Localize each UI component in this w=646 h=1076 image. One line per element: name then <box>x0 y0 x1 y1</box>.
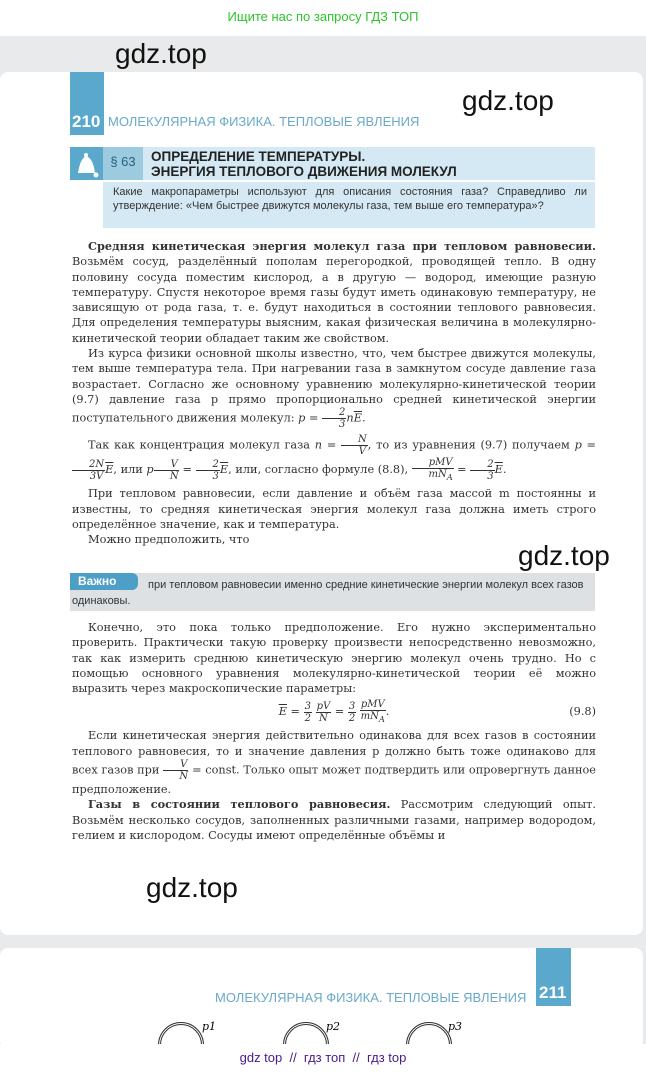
search-banner[interactable]: Ищите нас по запросу ГДЗ ТОП <box>0 0 646 36</box>
page-number-211: 211 <box>536 948 571 1006</box>
watermark: gdz.top <box>146 872 238 903</box>
equation-9-8: $\overline{E}$ = $\frac{3}{2}$ $\frac{pV}{N}$ = $\frac{3}{2}$ pMV $mN_A$ . (9.8) <box>278 699 596 725</box>
body-text-2: Конечно, это пока только предположение. Его нужно экспериментально проверить. Практически такую проверку произвести непосредственно невозможно, так как измерить среднюю кинетическую энергию молекул очень трудно. Но с помощью основного уравнения молекулярно-кинетической теории её можно выразить через макроскопические параметры: $\overline{E}$ = $\frac{3}{2}$ $\frac{pV}{N}$ = $\frac{3}{2}$ pMV $mN_A$ . (9.8) Если кинетическая энергия действительно одинакова для всех газов в состоянии теплового равновесия, то и значение давления p должно быть тоже одинаково для всех газов при $\frac{V}{N}$ = const. Только опыт может подтвердить или опровергнуть данное предположение. Газы в состоянии теплового равновесия. Рассмотрим следующий опыт. Возьмём несколько сосудов, заполненных различными газами, например водородом, гелием и кислородом. Сосуды имеют определённые объёмы и <box>72 621 596 842</box>
gauge-label: p2 <box>326 1020 341 1033</box>
body-text-1: Средняя кинетическая энергия молекул газа при тепловом равновесии. Возьмём сосуд, разделённый пополам перегородкой, проводящей тепло. В одну половину сосуда поместим кислород, а в другую — водород, имеющие разную температуру. Спустя некоторое время газы будут иметь одинаковую температуру, не зависящую от рода газа, т. е. будут находиться в состоянии теплового равновесия. Для определения температуры выясним, какая физическая величина в молекулярно-кинетической теории обладает таким же свойством. Из курса физики основной школы известно, что, чем быстрее движутся молекулы, тем выше температура тела. При нагревании газа в замкнутом сосуде давление газа возрастает. Согласно же основному уравнению молекулярно-кинетической теории (9.7) давление газа p прямо пропорционально средней кинетической энергии поступательного движения молекул: p = $\frac{2}{3}$ $n\overline{E}$. Так как концентрация молекул газа n = $\frac{N}{V}$ , то из уравнения (9.7) получаем p = $\frac{2N}{3V}$ $\overline{E}$, или p $\frac{V}{N}$ = $\frac{2}{3}$ $\overline{E}$, или, согласно формуле (8.8), pMV $mN_A$ = $\frac{2}{3}$ $\overline{E}$. При тепловом равновесии, если давление и объём газа массой m постоянны и известны, то средняя кинетическая энергия молекул газа должна иметь строго определённое значение, как и температура. Можно предположить, что <box>72 239 597 547</box>
watermark: gdz.top <box>115 38 207 69</box>
footer-links[interactable]: gdz top // гдз топ // гдз top <box>0 1044 646 1076</box>
watermark: gdz.top <box>518 540 610 571</box>
bell-icon <box>70 147 103 180</box>
questions-box: Какие макропараметры используют для описания состояния газа? Справедливо ли утверждение: «Чем быстрее движутся молекулы газа, тем выше его температура»? <box>103 182 595 228</box>
gauge-label: p3 <box>448 1020 463 1033</box>
important-label: Важно <box>70 573 138 590</box>
running-head: МОЛЕКУЛЯРНАЯ ФИЗИКА. ТЕПЛОВЫЕ ЯВЛЕНИЯ <box>108 114 420 129</box>
important-text: при тепловом равновесии именно средние кинетические энергии молекул всех газов одинаковы. <box>72 579 584 607</box>
gauge-label: p1 <box>202 1020 217 1033</box>
page-number: 210 <box>70 72 104 135</box>
watermark: gdz.top <box>462 85 554 116</box>
running-head-211: МОЛЕКУЛЯРНАЯ ФИЗИКА. ТЕПЛОВЫЕ ЯВЛЕНИЯ <box>215 990 527 1005</box>
section-title: ОПРЕДЕЛЕНИЕ ТЕМПЕРАТУРЫ. ЭНЕРГИЯ ТЕПЛОВОГО ДВИЖЕНИЯ МОЛЕКУЛ <box>143 147 595 180</box>
section-number: § 63 <box>103 147 143 180</box>
